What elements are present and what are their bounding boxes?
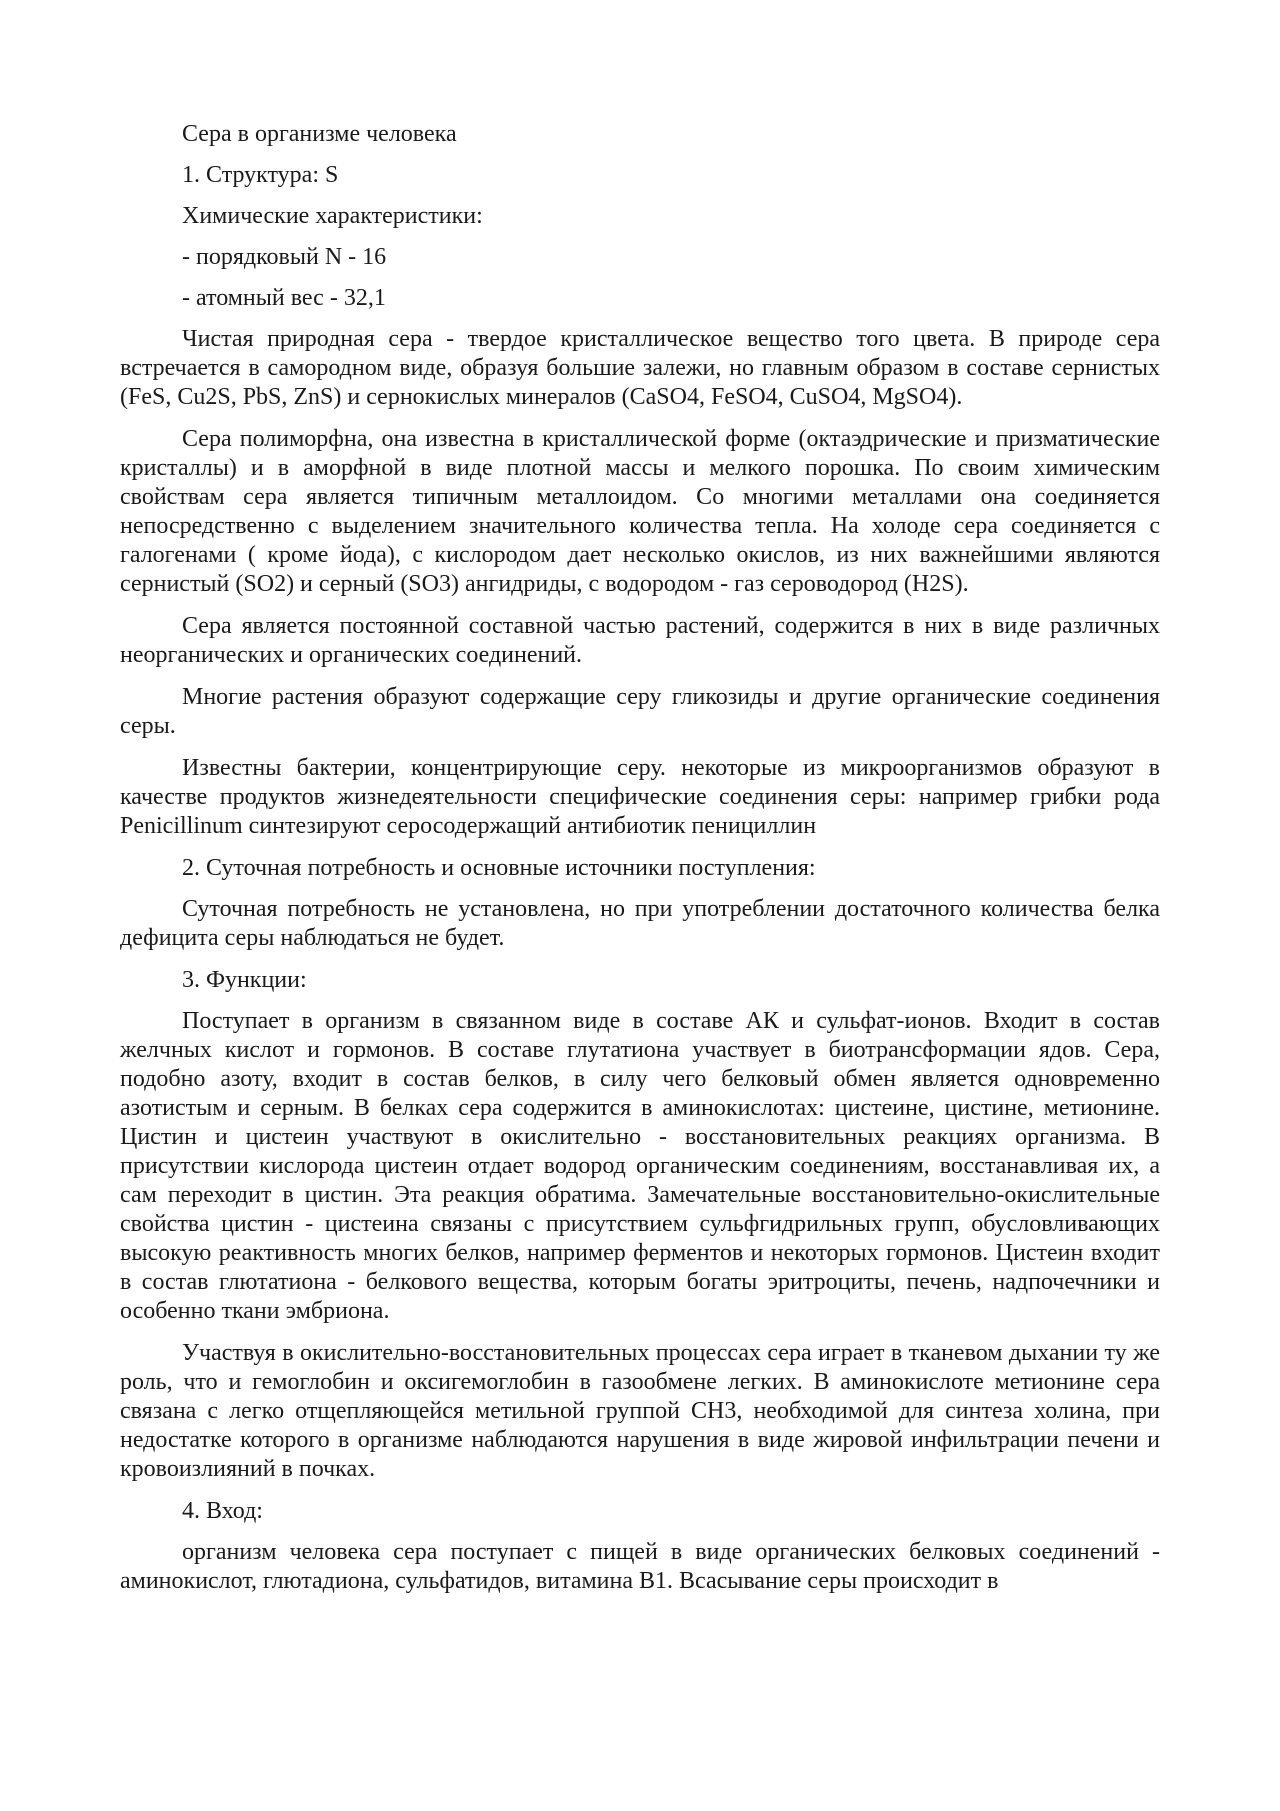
document-body (120, 120, 1160, 1609)
paragraph-plants: Сера является постоянной составной частью растений, содержится в них в виде различных неорганических и органических соединений. (120, 613, 1160, 668)
paragraph-functions: Поступает в организм в связанном виде в составе АК и сульфат-ионов. Входит в состав желчных кислот и гормонов. В составе глутатиона участвует в биотрансформации ядов. Сера, подобно азоту, входит в состав белков, в силу чего белковый обмен является одновременно азотистым и серным. В белках сера содержится в аминокислотах: цистеине, цистине, метионине. Цистин и цистеин участвуют в окислительно - восстановительных реакциях организма. В присутствии кислорода цистеин отдает водород органическим соединениям, восстанавливая их, а сам переходит в цистин. Эта реакция обратима. Замечательные восстановительно-окислительные свойства цистин - цистеина связаны с присутствием сульфгидрильных групп, обусловливающих высокую реактивность многих белков, например ферментов и некоторых гормонов. Цистеин входит в состав глютатиона - белкового вещества, которым богаты эритроциты, печень, надпочечники и особенно ткани эмбриона. (120, 1008, 1160, 1324)
atomic-weight-line: - атомный вес - 32,1 (182, 285, 386, 311)
section-functions-heading: 3. Функции: (182, 967, 307, 993)
section-intake-heading: 4. Вход: (182, 1498, 263, 1524)
paragraph-bacteria: Известны бактерии, концентрирующие серу. некоторые из микроорганизмов образуют в качестве продуктов жизнедеятельности специфические соединения серы: например грибки рода Penicillinum синтезируют серосодержащий антибиотик пенициллин (120, 755, 1160, 839)
paragraph-glycosides: Многие растения образуют содержащие серу гликозиды и другие органические соединения серы. (120, 684, 1160, 739)
paragraph-polymorphism: Сера полиморфна, она известна в кристаллической форме (октаэдрические и призматические кристаллы) и в аморфной в виде плотной массы и мелкого порошка. По своим химическим свойствам сера является типичным металлоидом. Со многими металлами она соединяется непосредственно с выделением значительного количества тепла. На холоде сера соединяется с галогенами ( кроме йода), с кислородом дает несколько окислов, из них важнейшими являются сернистый (SO2) и серный (SO3) ангидриды, с водородом - газ сероводород (H2S). (120, 426, 1160, 597)
document-title: Сера в организме человека (182, 121, 457, 147)
section-structure-heading: 1. Структура: S (182, 162, 339, 188)
paragraph-intake: организм человека сера поступает с пищей в виде органических белковых соединений - аминокислот, глютадиона, сульфатидов, витамина B1. Всасывание серы происходит в (120, 1539, 1160, 1594)
section-daily-need-heading: 2. Суточная потребность и основные источники поступления: (182, 855, 816, 881)
atomic-number-line: - порядковый N - 16 (182, 244, 387, 270)
chemical-characteristics-heading: Химические характеристики: (182, 203, 483, 229)
paragraph-natural-sulfur: Чистая природная сера - твердое кристаллическое вещество того цвета. В природе сера встречается в самородном виде, образуя большие залежи, но главным образом в составе сернистых (FeS, Cu2S, PbS, ZnS) и сернокислых минералов (CaSO4, FeSO4, CuSO4, MgSO4). (120, 326, 1160, 410)
paragraph-redox: Участвуя в окислительно-восстановительных процессах сера играет в тканевом дыхании ту же роль, что и гемоглобин и оксигемоглобин в газообмене легких. В аминокислоте метионине сера связана с легко отщепляющейся метильной группой CH3, необходимой для синтеза холина, при недостатке которого в организме наблюдаются нарушения в виде жировой инфильтрации печени и кровоизлияний в почках. (120, 1340, 1160, 1482)
paragraph-daily-need: Суточная потребность не установлена, но при употреблении достаточного количества белка дефицита серы наблюдаться не будет. (120, 896, 1160, 951)
